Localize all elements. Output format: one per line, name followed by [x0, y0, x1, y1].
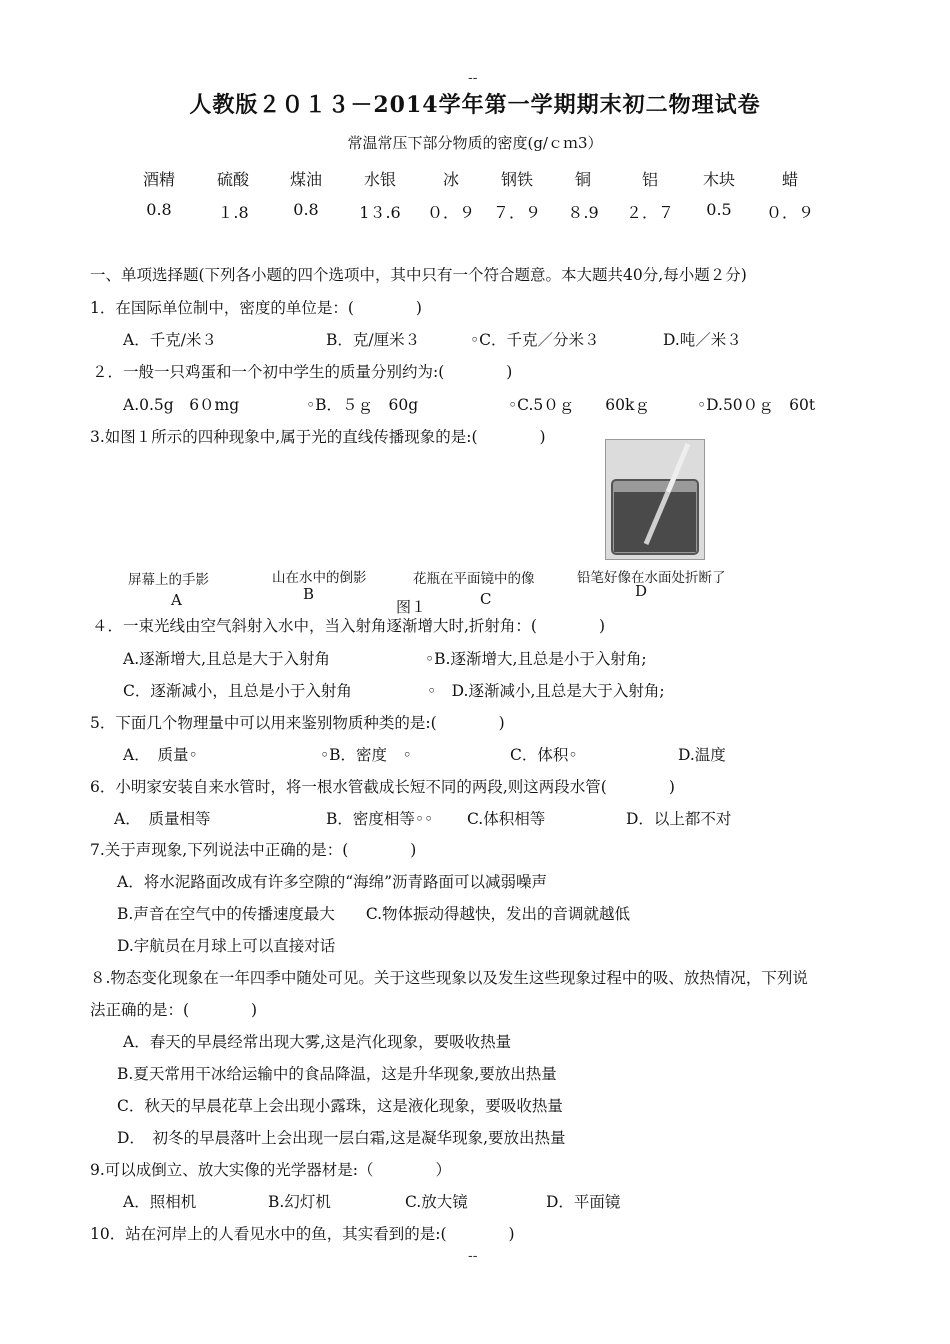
- option: A．将水泥路面改成有许多空隙的“海绵”沥青路面可以减弱噪声: [117, 873, 548, 891]
- option: ◦B．密度 ◦: [320, 746, 412, 764]
- figure-letter-a: A: [171, 591, 182, 609]
- option: ◦ D.逐渐减小,且总是大于入射角;: [427, 682, 665, 700]
- option: ◦C.5０ｇ 60kｇ: [508, 396, 650, 414]
- question-9: 9.可以成倒立、放大实像的光学器材是:（ ）: [90, 1161, 452, 1179]
- density-value: ０．９: [765, 203, 814, 222]
- option: B．克/厘米３: [326, 331, 421, 349]
- figure-letter-d: D: [635, 582, 648, 600]
- question-5: 5．下面几个物理量中可以用来鉴别物质种类的是:( ): [90, 714, 505, 732]
- question-6: 6．小明家安装自来水管时，将一根水管截成长短不同的两段,则这两段水管( ): [90, 778, 675, 796]
- option: D．以上都不对: [626, 810, 732, 828]
- option: ◦B．５ｇ 60g: [306, 396, 419, 414]
- figure-letter-c: C: [480, 590, 492, 608]
- density-value: 0.8: [146, 200, 172, 219]
- option: B.夏天常用干冰给运输中的食品降温，这是升华现象,要放出热量: [117, 1065, 557, 1083]
- option: A． 质量◦: [123, 746, 198, 764]
- option: A.逐渐增大,且总是大于入射角: [123, 650, 331, 668]
- option: C.放大镜: [405, 1193, 468, 1211]
- density-table-caption: 常温常压下部分物质的密度(g/ｃｍ3）: [347, 134, 603, 152]
- density-value: 0.8: [293, 200, 319, 219]
- option: ◦D.50０ｇ 60t: [697, 396, 816, 414]
- density-value: 0.5: [706, 200, 732, 219]
- question-7: 7.关于声现象,下列说法中正确的是：( ): [90, 841, 417, 859]
- option: D.宇航员在月球上可以直接对话: [117, 937, 336, 955]
- option: B．密度相等◦◦: [326, 810, 434, 828]
- pencil-in-water-photo: [605, 439, 705, 560]
- material-name: 水银: [363, 170, 396, 189]
- figure-caption-c: 花瓶在平面镜中的像: [413, 571, 535, 587]
- question-8: ８.物态变化现象在一年四季中随处可见。关于这些现象以及发生这些现象过程中的吸、放热情况，下列说: [90, 969, 808, 987]
- page-mark-top: --: [468, 70, 478, 86]
- question-8-cont: 法正确的是：( ): [90, 1001, 258, 1019]
- option: C．逐渐减小，且总是小于入射角: [123, 682, 352, 700]
- question-4: ４．一束光线由空气斜射入水中，当入射角逐渐增大时,折射角：( ): [92, 617, 606, 635]
- material-name: 蜡: [781, 170, 798, 189]
- density-value: １.8: [217, 203, 249, 222]
- figure-caption-a: 屏幕上的手影: [128, 572, 209, 588]
- density-value: ２．７: [625, 203, 674, 222]
- question-10: 10．站在河岸上的人看见水中的鱼，其实看到的是:( ): [90, 1225, 515, 1243]
- material-name: 煤油: [289, 170, 322, 189]
- figure-caption-b: 山在水中的倒影: [272, 570, 367, 586]
- material-name: 铝: [641, 170, 658, 189]
- question-1: 1．在国际单位制中，密度的单位是：( ): [90, 299, 422, 317]
- option: ◦B.逐渐增大,且总是小于入射角;: [425, 650, 647, 668]
- figure-caption-d: 铅笔好像在水面处折断了: [577, 570, 726, 586]
- density-value: ７．９: [492, 203, 541, 222]
- figure-label: 图１: [396, 598, 427, 616]
- density-value: ８.9: [567, 203, 599, 222]
- figure-letter-b: B: [303, 585, 315, 603]
- option: B.声音在空气中的传播速度最大 C.物体振动得越快，发出的音调就越低: [117, 905, 631, 923]
- option: A．春天的早晨经常出现大雾,这是汽化现象，要吸收热量: [123, 1033, 512, 1051]
- question-2: ２．一般一只鸡蛋和一个初中学生的质量分别约为:( ): [92, 363, 513, 381]
- material-name: 钢铁: [500, 170, 533, 189]
- material-name: 木块: [702, 170, 735, 189]
- option: A．照相机: [123, 1193, 197, 1211]
- option: ◦C．千克／分米３: [470, 331, 600, 349]
- density-value: ０．９: [426, 203, 475, 222]
- option: C．体积◦: [510, 746, 578, 764]
- option: C.体积相等: [467, 810, 546, 828]
- option: A．千克/米３: [123, 331, 217, 349]
- option: D． 初冬的早晨落叶上会出现一层白霜,这是凝华现象,要放出热量: [117, 1129, 566, 1147]
- option: D.温度: [678, 746, 726, 764]
- density-value: 1３.6: [359, 203, 401, 222]
- option: B.幻灯机: [268, 1193, 331, 1211]
- section-heading: 一、单项选择题(下列各小题的四个选项中，其中只有一个符合题意。本大题共40分,每小题２分): [90, 266, 747, 284]
- option: C．秋天的早晨花草上会出现小露珠，这是液化现象，要吸收热量: [117, 1097, 563, 1115]
- option: A.0.5g 6０mg: [123, 396, 240, 414]
- option: A． 质量相等: [114, 810, 211, 828]
- question-3: 3.如图１所示的四种现象中,属于光的直线传播现象的是:( ): [90, 428, 546, 446]
- option: D.吨／米３: [663, 331, 742, 349]
- material-name: 铜: [574, 170, 591, 189]
- page-mark-bottom: --: [468, 1248, 478, 1264]
- page-title: 人教版２０１３－2014学年第一学期期末初二物理试卷: [189, 92, 761, 118]
- material-name: 酒精: [142, 170, 175, 189]
- material-name: 硫酸: [216, 170, 249, 189]
- material-name: 冰: [442, 170, 459, 189]
- option: D．平面镜: [546, 1193, 621, 1211]
